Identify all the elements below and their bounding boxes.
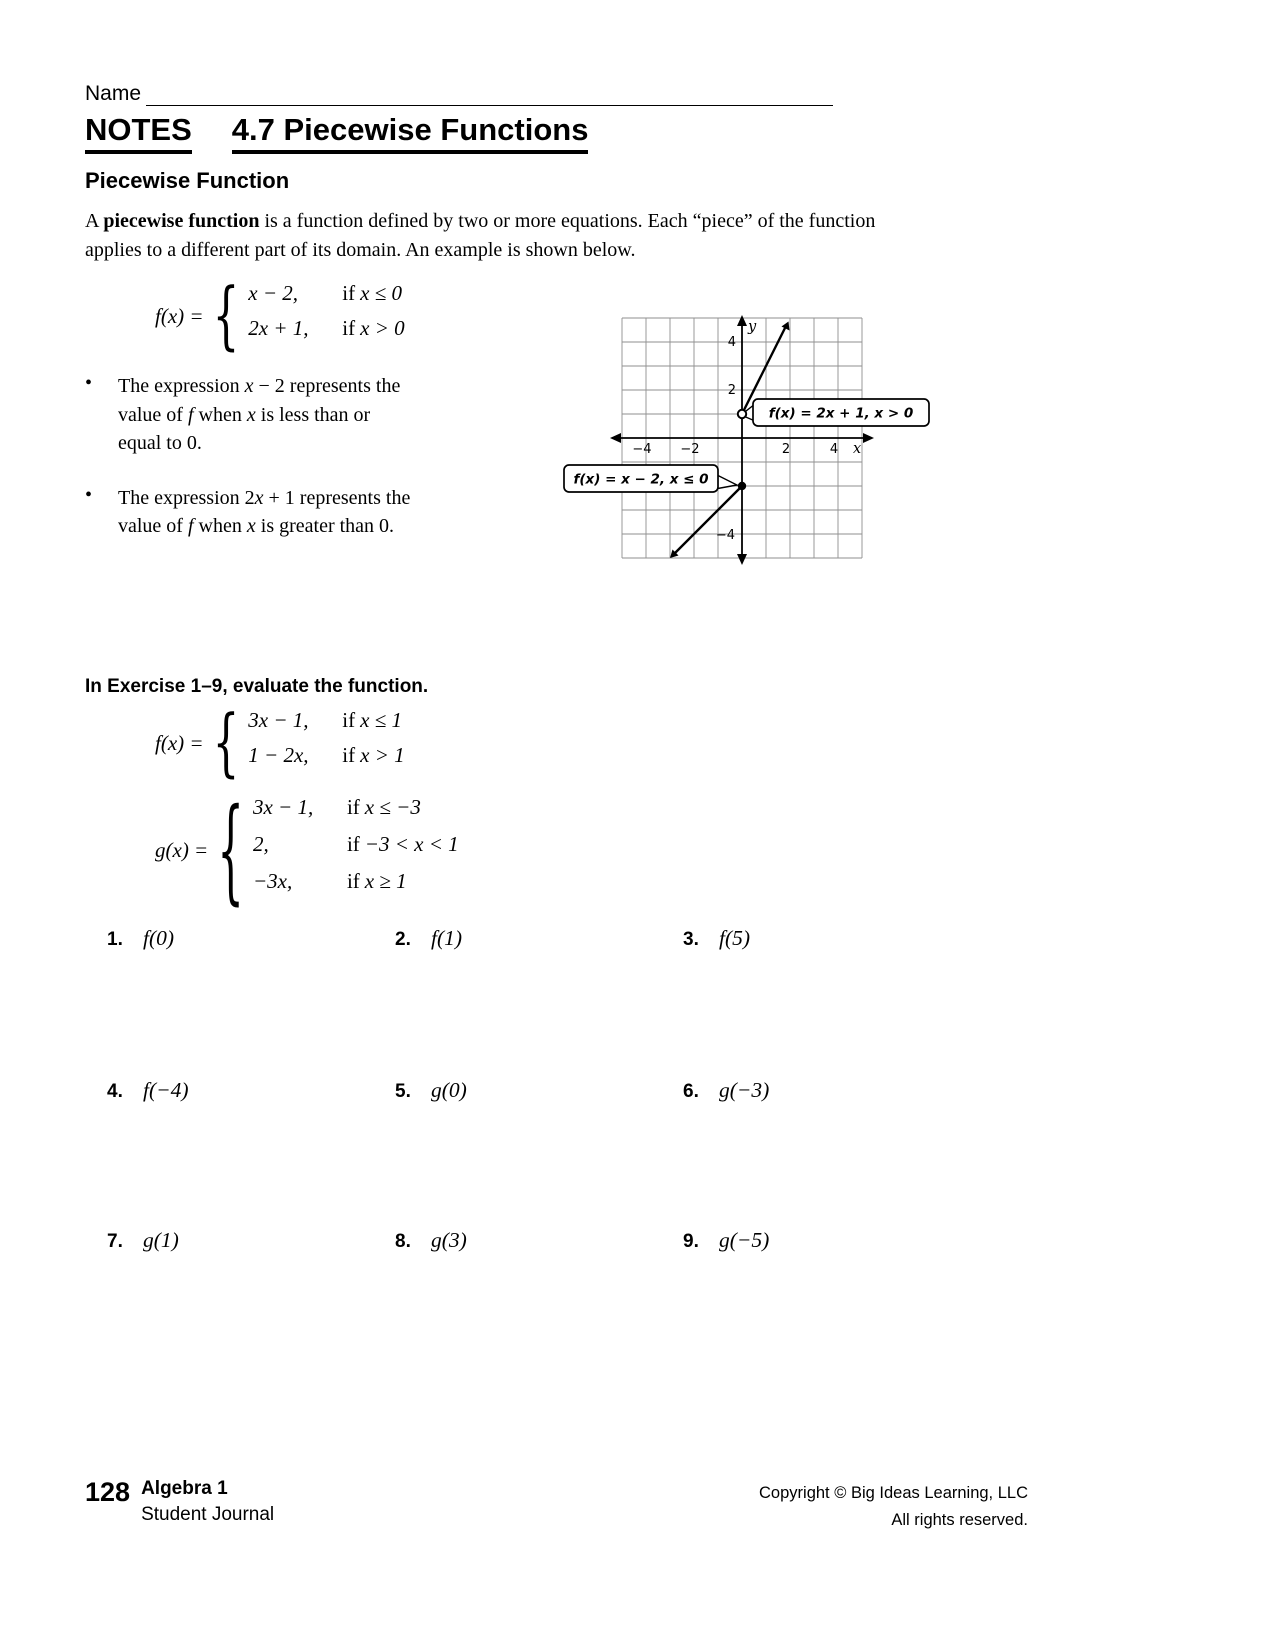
piece-expression: −3x, xyxy=(252,869,293,893)
piece-if: if xyxy=(346,832,360,856)
text-run: The expression 2 xyxy=(118,486,255,509)
exercise-row-1 xyxy=(107,926,971,951)
callout-lower-text: f(x) = x − 2, x ≤ 0 xyxy=(573,471,709,488)
piecewise-rows xyxy=(248,281,404,351)
example-function-definition xyxy=(155,272,405,359)
callout-upper-text: f(x) = 2x + 1, x > 0 xyxy=(768,405,914,422)
piecewise-rows xyxy=(253,795,459,906)
piece-condition: −3 < x < 1 xyxy=(364,832,459,856)
copyright-line-2: All rights reserved. xyxy=(891,1511,1028,1530)
y-tick-2: 2 xyxy=(727,383,736,398)
exercise-expression: g(3) xyxy=(431,1228,467,1252)
exercise-expression: f(0) xyxy=(143,926,175,950)
line-lower-piece xyxy=(670,486,742,558)
exercise-item-3 xyxy=(683,926,971,951)
footer-copyright xyxy=(759,1480,1028,1534)
x-tick-neg4: −4 xyxy=(632,442,652,457)
piece-if: if xyxy=(342,281,356,305)
piece-if: if xyxy=(346,869,360,893)
function-lhs: f(x) = xyxy=(155,730,204,755)
x-tick-neg2: −2 xyxy=(680,442,700,457)
exercise-expression: g(1) xyxy=(143,1228,179,1252)
text-run: is less than or equal to 0. xyxy=(118,403,371,454)
exercise-item-9 xyxy=(683,1228,971,1253)
piece-expression: 2, xyxy=(252,832,269,856)
piecewise-row xyxy=(253,869,459,906)
y-tick-4: 4 xyxy=(727,335,736,350)
text-run: is a function defined by two or more equations. Each “piece” of the function applies to a different part of its domain. An example is shown below. xyxy=(85,210,876,261)
title-section: 4.7 Piecewise Functions xyxy=(232,112,589,154)
name-label: Name xyxy=(85,82,142,105)
piece-if: if xyxy=(342,743,356,767)
text-run: when xyxy=(193,515,247,537)
function-lhs: f(x) = xyxy=(155,303,204,328)
piecewise-rows xyxy=(248,708,404,778)
exercise-number: 4. xyxy=(107,1081,123,1102)
exercise-f-definition xyxy=(155,699,405,786)
bullet-marker: • xyxy=(85,372,93,394)
brace-glyph: { xyxy=(217,783,244,916)
book-info xyxy=(141,1476,274,1527)
bullet-text xyxy=(118,372,418,458)
brace-glyph: { xyxy=(212,699,240,786)
x-tick-2: 2 xyxy=(781,442,791,457)
exercise-number: 1. xyxy=(107,929,123,950)
footer-left xyxy=(85,1476,274,1527)
book-title: Algebra 1 xyxy=(141,1478,228,1499)
intro-paragraph xyxy=(85,207,885,265)
page-number: 128 xyxy=(85,1477,131,1507)
text-run: when xyxy=(193,403,247,426)
y-axis xyxy=(737,315,747,565)
exercise-item-1 xyxy=(107,926,395,951)
piece-expression: 2x + 1, xyxy=(248,316,309,340)
text-run: The expression xyxy=(118,375,245,397)
text-run: − 2 represents the value of xyxy=(118,375,401,426)
piecewise-row xyxy=(248,281,404,316)
exercise-expression: g(−3) xyxy=(719,1078,770,1102)
piece-expression: 1 − 2x, xyxy=(248,743,309,767)
closed-endpoint xyxy=(738,482,746,490)
piece-condition: x > 1 xyxy=(360,743,405,767)
exercise-number: 9. xyxy=(683,1231,699,1252)
bullet-text xyxy=(118,484,418,541)
exercise-item-8 xyxy=(395,1228,683,1253)
bullet-marker: • xyxy=(85,483,93,506)
math-var: x xyxy=(244,375,254,397)
name-row xyxy=(85,80,833,106)
piecewise-row xyxy=(253,795,459,832)
exercise-item-5 xyxy=(395,1078,683,1103)
math-var: x xyxy=(246,403,256,426)
exercise-number: 3. xyxy=(683,929,699,950)
callout-upper-piece xyxy=(741,399,929,426)
brace-glyph: { xyxy=(212,272,240,359)
text-run: + 1 represents the value of xyxy=(118,486,411,537)
piece-condition: x ≤ −3 xyxy=(364,795,421,819)
piece-expression: x − 2, xyxy=(248,281,299,305)
exercise-expression: g(−5) xyxy=(719,1228,770,1252)
exercise-row-3 xyxy=(107,1228,971,1253)
book-subtitle: Student Journal xyxy=(141,1503,275,1525)
piece-expression: 3x − 1, xyxy=(252,795,314,819)
piece-condition: x ≤ 1 xyxy=(360,708,402,732)
piece-if: if xyxy=(346,795,360,819)
x-tick-4: 4 xyxy=(829,442,839,457)
text-run: is greater than 0. xyxy=(255,515,395,537)
exercise-item-7 xyxy=(107,1228,395,1253)
piece-condition: x ≤ 0 xyxy=(360,281,402,305)
math-var: x xyxy=(254,486,264,509)
math-var: x xyxy=(246,515,256,537)
piecewise-example-graph xyxy=(563,314,938,576)
open-endpoint xyxy=(738,410,746,418)
exercise-g-definition xyxy=(155,783,459,916)
name-blank-line xyxy=(146,80,833,106)
piece-if: if xyxy=(342,316,356,340)
exercise-expression: f(1) xyxy=(431,926,463,950)
title-notes: NOTES xyxy=(85,112,192,154)
exercise-number: 8. xyxy=(395,1231,411,1252)
exercise-number: 2. xyxy=(395,929,411,950)
bullet-item xyxy=(85,484,430,541)
math-var: f xyxy=(187,515,194,537)
exercise-expression: g(0) xyxy=(431,1078,467,1102)
x-axis-label: x xyxy=(853,441,862,457)
exercise-row-2 xyxy=(107,1078,971,1103)
page-title xyxy=(85,112,588,154)
piece-if: if xyxy=(342,708,356,732)
piece-condition: x > 0 xyxy=(360,316,405,340)
bold-term: piecewise function xyxy=(103,210,260,232)
exercise-number: 7. xyxy=(107,1231,123,1252)
piece-expression: 3x − 1, xyxy=(248,708,309,732)
callout-lower-piece xyxy=(564,465,737,492)
piece-condition: x ≥ 1 xyxy=(364,869,407,893)
bullet-item xyxy=(85,372,430,458)
piecewise-row xyxy=(248,708,404,743)
exercise-item-6 xyxy=(683,1078,971,1103)
exercise-expression: f(5) xyxy=(719,926,751,950)
section-heading: Piecewise Function xyxy=(85,168,290,193)
exercise-number: 5. xyxy=(395,1081,411,1102)
function-lhs: g(x) = xyxy=(155,838,209,862)
y-axis-label: y xyxy=(748,319,757,335)
exercise-item-2 xyxy=(395,926,683,951)
copyright-line-1: Copyright © Big Ideas Learning, LLC xyxy=(759,1484,1028,1502)
exercise-instructions: In Exercise 1–9, evaluate the function. xyxy=(85,676,429,697)
y-tick-neg4: −4 xyxy=(715,528,735,543)
text-run: A xyxy=(85,210,104,232)
exercise-number: 6. xyxy=(683,1081,699,1102)
piecewise-row xyxy=(248,743,404,778)
math-var: f xyxy=(187,403,194,426)
exercise-item-4 xyxy=(107,1078,395,1103)
piecewise-row xyxy=(253,832,459,869)
piecewise-row xyxy=(248,316,404,351)
bullet-list xyxy=(85,372,430,567)
exercise-expression: f(−4) xyxy=(143,1078,189,1102)
